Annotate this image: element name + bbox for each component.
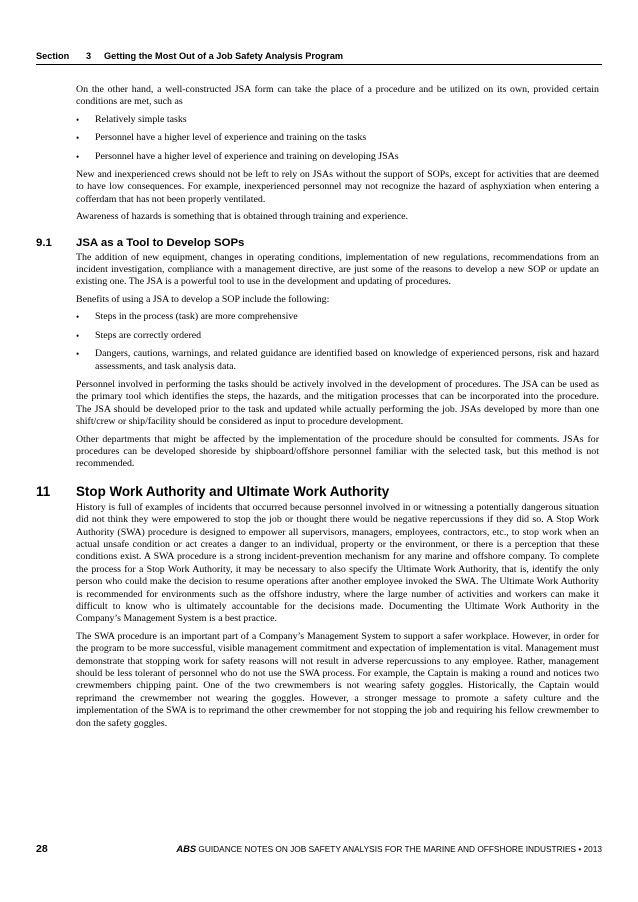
list-item-text: Steps are correctly ordered — [95, 329, 202, 341]
list-item — [76, 132, 599, 144]
intro-bullet-list — [76, 114, 599, 163]
bullet-icon: • — [76, 133, 80, 144]
section-title: JSA as a Tool to Develop SOPs — [76, 236, 245, 249]
running-footer — [36, 843, 602, 855]
section-11-paragraph-2: The SWA procedure is an important part of a Company’s Management System to support a safer workplace. However, in order for the program to be more successful, visible management commitment and expectation of implementation is vital. Management must demonstrate that stopping work for safety reasons will not result in adverse repercussions to any employee. Rather, management should be less tolerant of personnel who do not use the SWA process. For example, the Captain is making a round and notices two crewmembers chipping paint. One of the two crewmembers is not wearing safety goggles. Historically, the Captain would reprimand the crewmember not wearing the goggles. However, a stronger message to promote a safety culture and the implementation of the SWA is to reprimand the other crewmember for not stopping the job and requiring his fellow crewmember to don the safety goggles. — [76, 630, 599, 729]
header-section-number: 3 — [86, 51, 92, 61]
section-title: Stop Work Authority and Ultimate Work Authority — [76, 483, 390, 499]
footer-publication-title — [176, 843, 602, 854]
bullet-icon: • — [76, 114, 80, 125]
list-item-text: Personnel have a higher level of experience and training on developing JSAs — [95, 150, 399, 162]
bullet-icon: • — [76, 330, 80, 341]
intro-paragraph-2: New and inexperienced crews should not be left to rely on JSAs without the support of SOPs, except for activities that are deemed to have low consequences. For example, inexperienced personnel may not recognize the hazard of asphyxiation when entering a cofferdam that has not been properly ventilated. — [76, 169, 599, 205]
list-item — [76, 151, 599, 163]
section-11-paragraph-1: History is full of examples of incidents that occurred because personnel involved in or witnessing a potentially dangerous situation did not think they were empowered to stop the job or thought there would be negative repercussions if they did so. A Stop Work Authority (SWA) procedure is designed to empower all supervisors, managers, employees, contractors, etc., to stop work when an actual unsafe condition or act creates a danger to an individual, property or the environment, or there is a perception that these conditions exist. A SWA procedure is a strong incident-prevention mechanism for any marine and offshore company. To complete the process for a Stop Work Authority, it may be necessary to also specify the Ultimate Work Authority, that is, identify the only person who could make the decision to resume operations after another employee invoked the SWA. The Ultimate Work Authority is recommended for environments such as the offshore industry, where the large number of activities and workers can make it difficult to know who is ultimately accountable for the decisions made. Documenting the Ultimate Work Authority in the Company’s Management System is a best practice. — [76, 501, 599, 625]
list-item — [76, 348, 599, 373]
header-section-title: Getting the Most Out of a Job Safety Analysis Program — [104, 51, 344, 61]
section-9-1-bullet-list — [76, 311, 599, 373]
bullet-icon: • — [76, 349, 80, 360]
section-number: 9.1 — [36, 236, 52, 249]
list-item-text: Dangers, cautions, warnings, and related guidance are identified based on knowledge of experienced persons, risk and hazard assessments, and task analysis data. — [95, 348, 599, 372]
section-9-1-paragraph-4: Other departments that might be affected by the implementation of the procedure should be consulted for comments. JSAs for procedures can be developed shoreside by shipboard/offshore personnel familiar with the selected task, but this method is not recommended. — [76, 433, 599, 470]
section-9-1-heading — [36, 237, 602, 249]
list-item-text: Steps in the process (task) are more comprehensive — [95, 311, 298, 323]
section-11-body — [76, 502, 599, 730]
section-9-1-paragraph-2: Benefits of using a JSA to develop a SOP include the following: — [76, 293, 330, 305]
intro-block — [76, 84, 599, 224]
section-number: 11 — [36, 483, 51, 499]
section-9-1-paragraph-3: Personnel involved in performing the tasks should be actively involved in the development of procedures. The JSA can be used as the primary tool which identifies the steps, the hazards, and the mitigation processes that can be incorporated into the procedure. The JSA should be developed prior to the task and updated while actually performing the job. JSAs developed by more than one shift/crew or ship/facility should be considered as input to procedure development. — [76, 378, 599, 428]
list-item — [76, 311, 599, 323]
abs-brand: ABS — [176, 843, 197, 854]
header-section-label: Section — [36, 51, 70, 61]
list-item-text: Personnel have a higher level of experience and training on the tasks — [95, 132, 367, 144]
list-item-text: Relatively simple tasks — [95, 113, 187, 125]
list-item — [76, 114, 599, 126]
running-header — [36, 51, 602, 65]
footer-separator: • — [578, 844, 582, 854]
footer-year: 2013 — [583, 844, 602, 854]
list-item — [76, 330, 599, 342]
bullet-icon: • — [76, 312, 80, 323]
section-9-1-paragraph-1: The addition of new equipment, changes in operating conditions, implementation of new regulations, recommendations from an incident investigation, compliance with a management directive, are just some of the reasons to develop a new SOP or update an existing one. The JSA is a powerful tool to use in the development and updating of procedures. — [76, 251, 599, 288]
intro-paragraph-1: On the other hand, a well-constructed JSA form can take the place of a procedure and be utilized on its own, provided certain conditions are met, such as — [76, 84, 599, 108]
page-content — [36, 84, 602, 735]
intro-paragraph-3: Awareness of hazards is something that is obtained through training and experience. — [76, 211, 409, 223]
bullet-icon: • — [76, 151, 80, 162]
page-number: 28 — [36, 843, 48, 855]
section-11-heading — [36, 484, 602, 499]
footer-text: GUIDANCE NOTES ON JOB SAFETY ANALYSIS FOR THE MARINE AND OFFSHORE INDUSTRIES — [198, 844, 576, 854]
section-9-1-body — [76, 252, 599, 471]
